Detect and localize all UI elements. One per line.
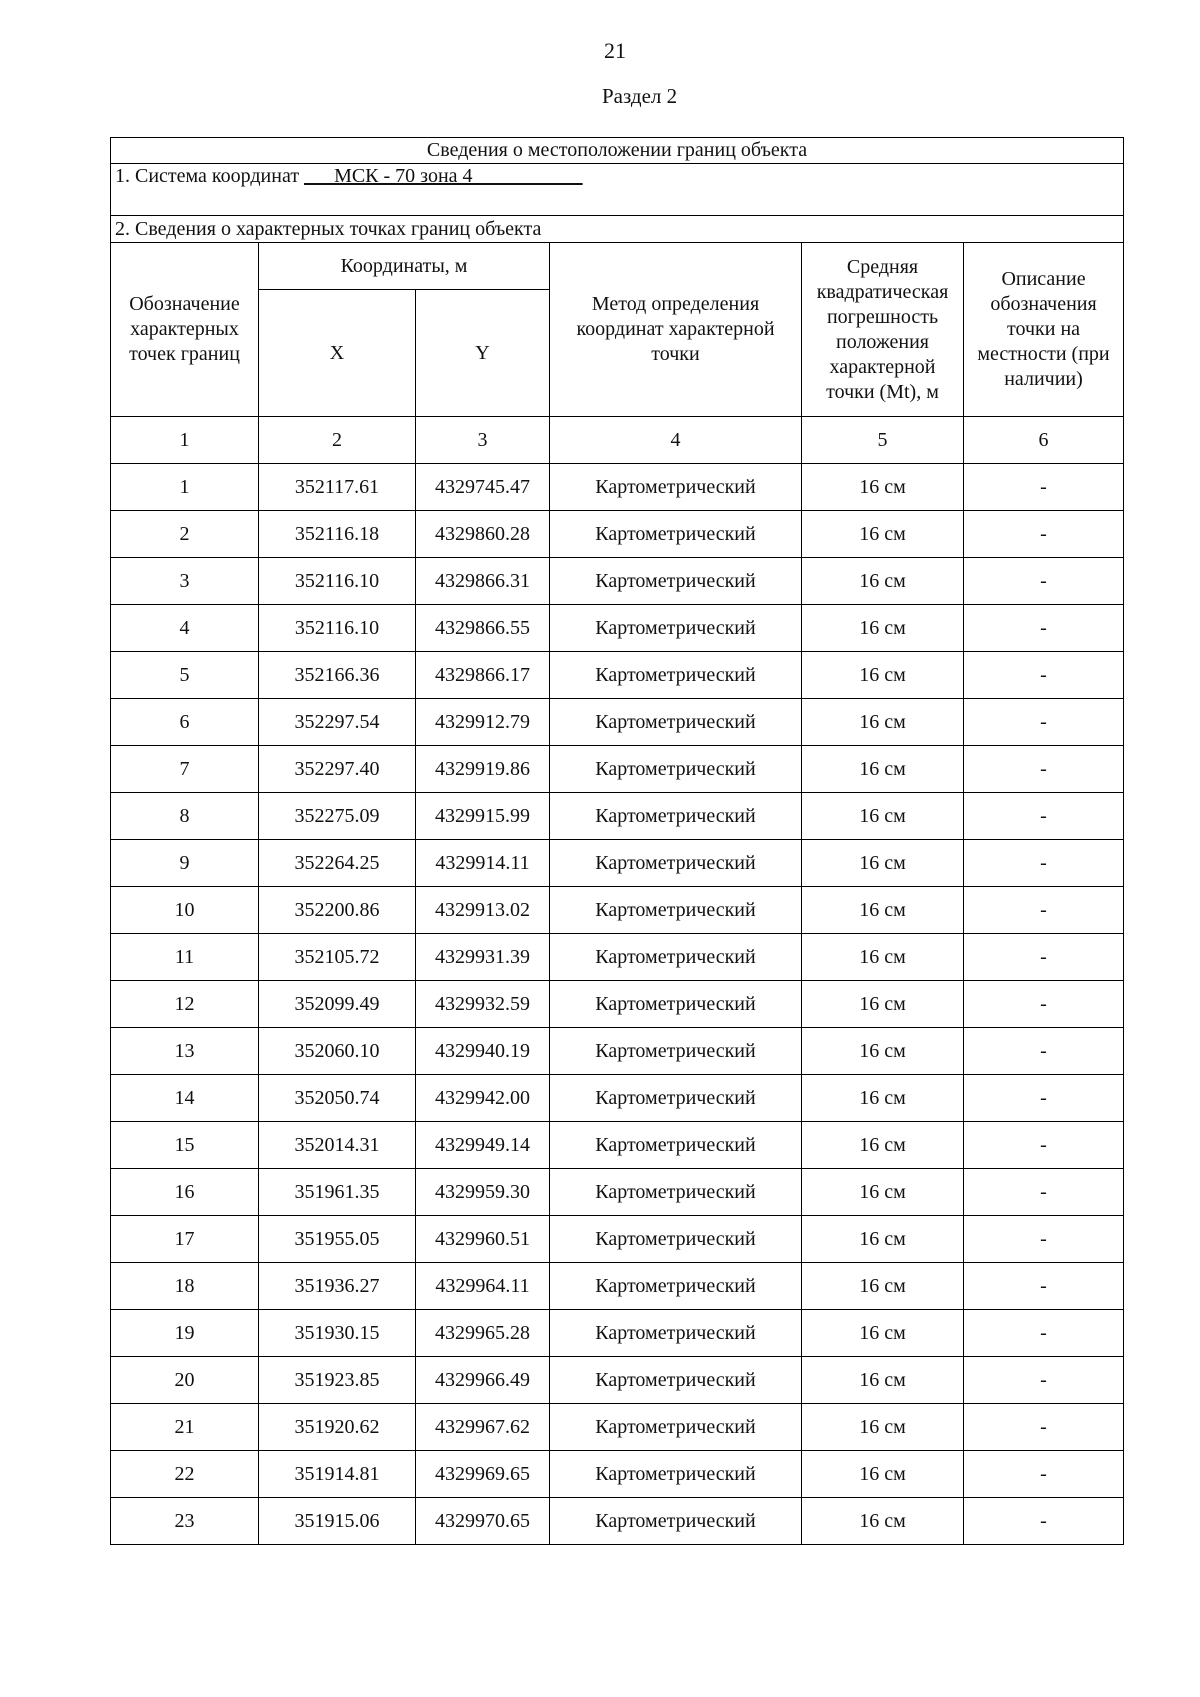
header-designation: Обозначение характерных точек границ bbox=[111, 243, 259, 417]
method-cell: Картометрический bbox=[550, 1028, 802, 1075]
method-cell: Картометрический bbox=[550, 1404, 802, 1451]
method-cell: Картометрический bbox=[550, 605, 802, 652]
method-cell: Картометрический bbox=[550, 1263, 802, 1310]
x-coordinate-cell: 352166.36 bbox=[259, 652, 416, 699]
method-cell: Картометрический bbox=[550, 1169, 802, 1216]
method-cell: Картометрический bbox=[550, 1310, 802, 1357]
x-coordinate-cell: 351955.05 bbox=[259, 1216, 416, 1263]
description-cell: - bbox=[964, 981, 1124, 1028]
description-cell: - bbox=[964, 887, 1124, 934]
point-number-cell: 6 bbox=[111, 699, 259, 746]
header-description: Описание обозначения точки на местности (при наличии) bbox=[964, 243, 1124, 417]
table-row bbox=[111, 1451, 1124, 1498]
table-row bbox=[111, 1404, 1124, 1451]
column-index-cell: 4 bbox=[550, 417, 802, 464]
method-cell: Картометрический bbox=[550, 887, 802, 934]
point-number-cell: 10 bbox=[111, 887, 259, 934]
y-coordinate-cell: 4329866.17 bbox=[416, 652, 550, 699]
points-section-label: 2. Сведения о характерных точках границ объекта bbox=[111, 216, 1124, 243]
error-cell: 16 см bbox=[802, 699, 964, 746]
y-coordinate-cell: 4329913.02 bbox=[416, 887, 550, 934]
boundary-points-table bbox=[110, 137, 1124, 1545]
table-row bbox=[111, 793, 1124, 840]
y-coordinate-cell: 4329949.14 bbox=[416, 1122, 550, 1169]
error-cell: 16 см bbox=[802, 558, 964, 605]
table-row bbox=[111, 746, 1124, 793]
table-row bbox=[111, 511, 1124, 558]
description-cell: - bbox=[964, 652, 1124, 699]
coordinate-system-cell bbox=[111, 164, 1124, 216]
table-row bbox=[111, 558, 1124, 605]
point-number-cell: 23 bbox=[111, 1498, 259, 1545]
method-cell: Картометрический bbox=[550, 746, 802, 793]
description-cell: - bbox=[964, 511, 1124, 558]
table-row bbox=[111, 1263, 1124, 1310]
error-cell: 16 см bbox=[802, 1451, 964, 1498]
method-cell: Картометрический bbox=[550, 1216, 802, 1263]
point-number-cell: 21 bbox=[111, 1404, 259, 1451]
x-coordinate-cell: 352105.72 bbox=[259, 934, 416, 981]
point-number-cell: 8 bbox=[111, 793, 259, 840]
description-cell: - bbox=[964, 1122, 1124, 1169]
description-cell: - bbox=[964, 840, 1124, 887]
point-number-cell: 17 bbox=[111, 1216, 259, 1263]
error-cell: 16 см bbox=[802, 746, 964, 793]
table-row bbox=[111, 1357, 1124, 1404]
column-index-cell: 2 bbox=[259, 417, 416, 464]
description-cell: - bbox=[964, 699, 1124, 746]
coordinate-system-label: 1. Система координат bbox=[115, 165, 300, 187]
point-number-cell: 18 bbox=[111, 1263, 259, 1310]
point-number-cell: 7 bbox=[111, 746, 259, 793]
column-index-cell: 5 bbox=[802, 417, 964, 464]
x-coordinate-cell: 351961.35 bbox=[259, 1169, 416, 1216]
description-cell: - bbox=[964, 1404, 1124, 1451]
error-cell: 16 см bbox=[802, 652, 964, 699]
x-coordinate-cell: 352275.09 bbox=[259, 793, 416, 840]
x-coordinate-cell: 352117.61 bbox=[259, 464, 416, 511]
error-cell: 16 см bbox=[802, 840, 964, 887]
method-cell: Картометрический bbox=[550, 1075, 802, 1122]
description-cell: - bbox=[964, 1075, 1124, 1122]
x-coordinate-cell: 351936.27 bbox=[259, 1263, 416, 1310]
header-coordinates: Координаты, м bbox=[259, 243, 550, 290]
x-coordinate-cell: 352297.40 bbox=[259, 746, 416, 793]
description-cell: - bbox=[964, 1216, 1124, 1263]
description-cell: - bbox=[964, 605, 1124, 652]
description-cell: - bbox=[964, 1357, 1124, 1404]
point-number-cell: 1 bbox=[111, 464, 259, 511]
point-number-cell: 16 bbox=[111, 1169, 259, 1216]
y-coordinate-cell: 4329940.19 bbox=[416, 1028, 550, 1075]
column-index-row bbox=[111, 417, 1124, 464]
x-coordinate-cell: 351923.85 bbox=[259, 1357, 416, 1404]
x-coordinate-cell: 351914.81 bbox=[259, 1451, 416, 1498]
error-cell: 16 см bbox=[802, 1216, 964, 1263]
error-cell: 16 см bbox=[802, 887, 964, 934]
error-cell: 16 см bbox=[802, 1122, 964, 1169]
column-index-cell: 6 bbox=[964, 417, 1124, 464]
description-cell: - bbox=[964, 464, 1124, 511]
y-coordinate-cell: 4329969.65 bbox=[416, 1451, 550, 1498]
method-cell: Картометрический bbox=[550, 1451, 802, 1498]
table-row bbox=[111, 1075, 1124, 1122]
method-cell: Картометрический bbox=[550, 1498, 802, 1545]
y-coordinate-cell: 4329919.86 bbox=[416, 746, 550, 793]
error-cell: 16 см bbox=[802, 1028, 964, 1075]
x-coordinate-cell: 352014.31 bbox=[259, 1122, 416, 1169]
y-coordinate-cell: 4329914.11 bbox=[416, 840, 550, 887]
y-coordinate-cell: 4329932.59 bbox=[416, 981, 550, 1028]
point-number-cell: 22 bbox=[111, 1451, 259, 1498]
header-method: Метод определения координат характерной точки bbox=[550, 243, 802, 417]
error-cell: 16 см bbox=[802, 511, 964, 558]
description-cell: - bbox=[964, 793, 1124, 840]
x-coordinate-cell: 352099.49 bbox=[259, 981, 416, 1028]
header-y: Y bbox=[416, 290, 550, 417]
method-cell: Картометрический bbox=[550, 652, 802, 699]
method-cell: Картометрический bbox=[550, 793, 802, 840]
method-cell: Картометрический bbox=[550, 934, 802, 981]
y-coordinate-cell: 4329866.55 bbox=[416, 605, 550, 652]
description-cell: - bbox=[964, 1028, 1124, 1075]
table-row bbox=[111, 1216, 1124, 1263]
point-number-cell: 5 bbox=[111, 652, 259, 699]
y-coordinate-cell: 4329860.28 bbox=[416, 511, 550, 558]
table-row bbox=[111, 1122, 1124, 1169]
description-cell: - bbox=[964, 934, 1124, 981]
x-coordinate-cell: 351920.62 bbox=[259, 1404, 416, 1451]
column-index-cell: 1 bbox=[111, 417, 259, 464]
y-coordinate-cell: 4329966.49 bbox=[416, 1357, 550, 1404]
method-cell: Картометрический bbox=[550, 1122, 802, 1169]
table-row bbox=[111, 1498, 1124, 1545]
y-coordinate-cell: 4329745.47 bbox=[416, 464, 550, 511]
description-cell: - bbox=[964, 558, 1124, 605]
error-cell: 16 см bbox=[802, 1357, 964, 1404]
y-coordinate-cell: 4329960.51 bbox=[416, 1216, 550, 1263]
point-number-cell: 9 bbox=[111, 840, 259, 887]
table-title: Сведения о местоположении границ объекта bbox=[111, 138, 1124, 164]
header-error: Средняя квадратическая погрешность положения характерной точки (Mt), м bbox=[802, 243, 964, 417]
column-index-cell: 3 bbox=[416, 417, 550, 464]
header-x: X bbox=[259, 290, 416, 417]
error-cell: 16 см bbox=[802, 1263, 964, 1310]
x-coordinate-cell: 352116.10 bbox=[259, 558, 416, 605]
error-cell: 16 см bbox=[802, 1404, 964, 1451]
error-cell: 16 см bbox=[802, 1169, 964, 1216]
y-coordinate-cell: 4329931.39 bbox=[416, 934, 550, 981]
error-cell: 16 см bbox=[802, 464, 964, 511]
description-cell: - bbox=[964, 1498, 1124, 1545]
table-row bbox=[111, 981, 1124, 1028]
section-title: Раздел 2 bbox=[602, 84, 678, 108]
coordinate-system-value: ___МСК - 70 зона 4___________ bbox=[304, 165, 583, 187]
y-coordinate-cell: 4329912.79 bbox=[416, 699, 550, 746]
method-cell: Картометрический bbox=[550, 511, 802, 558]
error-cell: 16 см bbox=[802, 605, 964, 652]
description-cell: - bbox=[964, 1169, 1124, 1216]
y-coordinate-cell: 4329959.30 bbox=[416, 1169, 550, 1216]
table-row bbox=[111, 887, 1124, 934]
point-number-cell: 12 bbox=[111, 981, 259, 1028]
x-coordinate-cell: 352264.25 bbox=[259, 840, 416, 887]
point-number-cell: 4 bbox=[111, 605, 259, 652]
y-coordinate-cell: 4329964.11 bbox=[416, 1263, 550, 1310]
point-number-cell: 14 bbox=[111, 1075, 259, 1122]
point-number-cell: 13 bbox=[111, 1028, 259, 1075]
x-coordinate-cell: 352050.74 bbox=[259, 1075, 416, 1122]
description-cell: - bbox=[964, 1263, 1124, 1310]
point-number-cell: 19 bbox=[111, 1310, 259, 1357]
description-cell: - bbox=[964, 1310, 1124, 1357]
point-number-cell: 20 bbox=[111, 1357, 259, 1404]
x-coordinate-cell: 352297.54 bbox=[259, 699, 416, 746]
table-row bbox=[111, 1169, 1124, 1216]
y-coordinate-cell: 4329866.31 bbox=[416, 558, 550, 605]
point-number-cell: 3 bbox=[111, 558, 259, 605]
error-cell: 16 см bbox=[802, 934, 964, 981]
table-body bbox=[111, 138, 1124, 1545]
table-row bbox=[111, 1028, 1124, 1075]
method-cell: Картометрический bbox=[550, 840, 802, 887]
x-coordinate-cell: 351930.15 bbox=[259, 1310, 416, 1357]
x-coordinate-cell: 352116.18 bbox=[259, 511, 416, 558]
point-number-cell: 11 bbox=[111, 934, 259, 981]
x-coordinate-cell: 352060.10 bbox=[259, 1028, 416, 1075]
y-coordinate-cell: 4329967.62 bbox=[416, 1404, 550, 1451]
x-coordinate-cell: 351915.06 bbox=[259, 1498, 416, 1545]
x-coordinate-cell: 352200.86 bbox=[259, 887, 416, 934]
description-cell: - bbox=[964, 746, 1124, 793]
y-coordinate-cell: 4329965.28 bbox=[416, 1310, 550, 1357]
table-row bbox=[111, 840, 1124, 887]
description-cell: - bbox=[964, 1451, 1124, 1498]
error-cell: 16 см bbox=[802, 1310, 964, 1357]
point-number-cell: 15 bbox=[111, 1122, 259, 1169]
point-number-cell: 2 bbox=[111, 511, 259, 558]
x-coordinate-cell: 352116.10 bbox=[259, 605, 416, 652]
y-coordinate-cell: 4329970.65 bbox=[416, 1498, 550, 1545]
table-row bbox=[111, 605, 1124, 652]
error-cell: 16 см bbox=[802, 981, 964, 1028]
table-row bbox=[111, 1310, 1124, 1357]
table-row bbox=[111, 652, 1124, 699]
method-cell: Картометрический bbox=[550, 981, 802, 1028]
method-cell: Картометрический bbox=[550, 1357, 802, 1404]
y-coordinate-cell: 4329915.99 bbox=[416, 793, 550, 840]
table-row bbox=[111, 464, 1124, 511]
method-cell: Картометрический bbox=[550, 558, 802, 605]
error-cell: 16 см bbox=[802, 1075, 964, 1122]
method-cell: Картометрический bbox=[550, 699, 802, 746]
table-row bbox=[111, 934, 1124, 981]
error-cell: 16 см bbox=[802, 793, 964, 840]
method-cell: Картометрический bbox=[550, 464, 802, 511]
y-coordinate-cell: 4329942.00 bbox=[416, 1075, 550, 1122]
page-number: 21 bbox=[604, 38, 626, 63]
table-row bbox=[111, 699, 1124, 746]
error-cell: 16 см bbox=[802, 1498, 964, 1545]
